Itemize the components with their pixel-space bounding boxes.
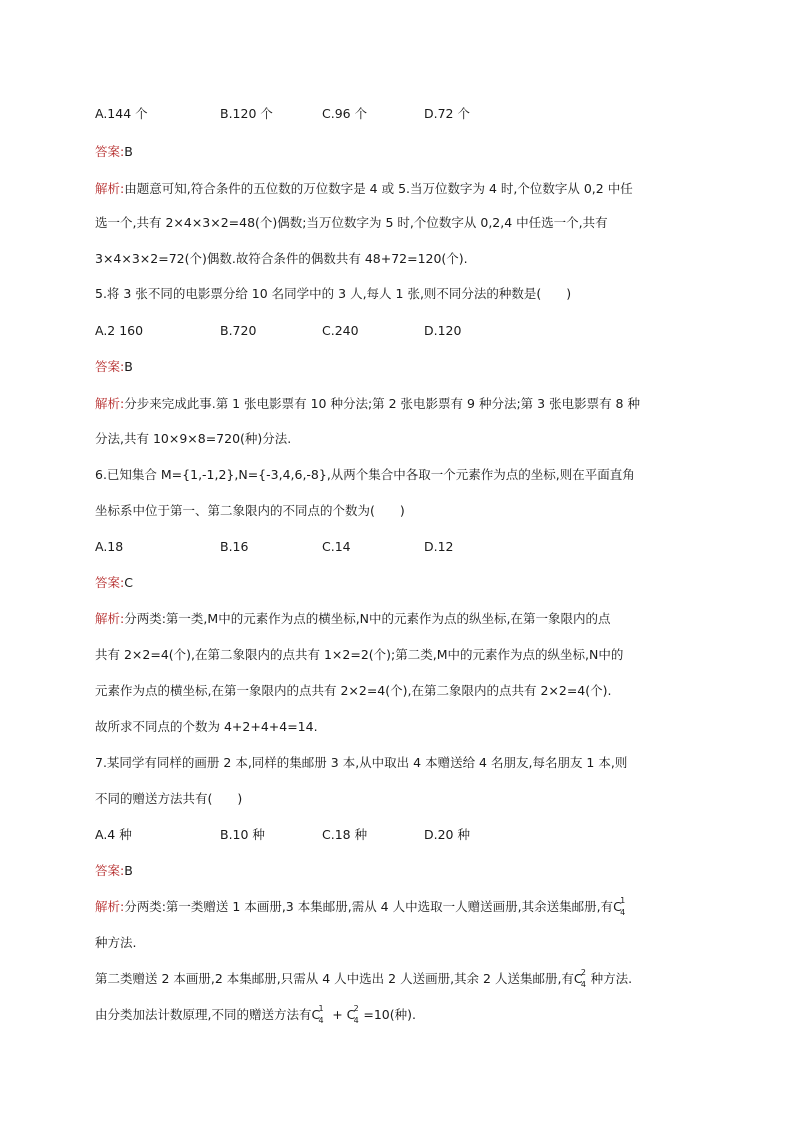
solution-label: 解析: [95, 396, 125, 411]
q4-answer [95, 143, 133, 161]
solution-label: 解析: [95, 181, 125, 196]
solution-label: 解析: [95, 611, 125, 626]
q7-solution-line-4: 由分类加法计数原理,不同的赠送方法有C 1 4 + C 2 4 =10(种). [95, 1004, 416, 1025]
q7-solution-line-3: 第二类赠送 2 本画册,2 本集邮册,只需从 4 人中选出 2 人送画册,其余 2 人送集邮册,有C 2 4 种方法. [95, 968, 633, 989]
q7-solution-line-2: 种方法. [95, 935, 137, 950]
answer-value: C [124, 575, 133, 590]
q5-stem: 5.将 3 张不同的电影票分给 10 名同学中的 3 人,每人 1 张,则不同分法的种数是( ) [95, 286, 572, 301]
q5-option-b: B.720 [220, 323, 257, 338]
q7-option-b: B.10 种 [220, 827, 265, 842]
q6-option-a: A.18 [95, 539, 124, 554]
q6-stem-line-2: 坐标系中位于第一、第二象限内的不同点的个数为( ) [95, 503, 405, 518]
q6-solution-line-1: 解析:分两类:第一类,M中的元素作为点的横坐标,N中的元素作为点的纵坐标,在第一象限内的点 [95, 611, 611, 626]
q5-solution-line-1: 解析:分步来完成此事.第 1 张电影票有 10 种分法;第 2 张电影票有 9 种分法;第 3 张电影票有 8 种 [95, 396, 640, 411]
q5-option-c: C.240 [322, 323, 359, 338]
q5-option-a: A.2 160 [95, 323, 144, 338]
q4-option-b: B.120 个 [220, 106, 273, 121]
q4-solution-line-3: 3×4×3×2=72(个)偶数.故符合条件的偶数共有 48+72=120(个). [95, 251, 468, 266]
q7-stem-line-1: 7.某同学有同样的画册 2 本,同样的集邮册 3 本,从中取出 4 本赠送给 4 名朋友,每名朋友 1 本,则 [95, 755, 628, 770]
answer-value: B [124, 144, 133, 159]
q6-solution-line-2: 共有 2×2=4(个),在第二象限内的点共有 1×2=2(个);第二类,M中的元素作为点的纵坐标,N中的 [95, 647, 624, 662]
answer-value: B [124, 863, 133, 878]
q5-answer [95, 358, 133, 376]
q7-stem-line-2: 不同的赠送方法共有( ) [95, 791, 243, 806]
q4-option-d: D.72 个 [424, 106, 470, 121]
q6-solution-line-3: 元素作为点的横坐标,在第一象限内的点共有 2×2=4(个),在第二象限内的点共有 2×2=4(个). [95, 683, 612, 698]
q4-solution-line-2: 选一个,共有 2×4×3×2=48(个)偶数;当万位数字为 5 时,个位数字从 0,2,4 中任选一个,共有 [95, 215, 608, 230]
answer-label: 答案: [95, 144, 125, 159]
q7-solution-line-1: 解析:分两类:第一类赠送 1 本画册,3 本集邮册,需从 4 人中选取一人赠送画册,其余送集邮册,有C 1 4 [95, 896, 626, 917]
q6-stem-line-1: 6.已知集合 M={1,-1,2},N={-3,4,6,-8},从两个集合中各取一个元素作为点的坐标,则在平面直角 [95, 467, 635, 482]
answer-label: 答案: [95, 359, 125, 374]
q6-option-b: B.16 [220, 539, 249, 554]
combination-c41: C 1 4 [311, 1004, 324, 1025]
q7-option-a: A.4 种 [95, 827, 132, 842]
q6-option-d: D.12 [424, 539, 454, 554]
q7-option-d: D.20 种 [424, 827, 470, 842]
answer-value: B [124, 359, 133, 374]
q5-solution-line-2: 分法,共有 10×9×8=720(种)分法. [95, 431, 292, 446]
q6-solution-line-4: 故所求不同点的个数为 4+2+4+4=14. [95, 719, 318, 734]
q6-option-c: C.14 [322, 539, 351, 554]
q4-option-a: A.144 个 [95, 106, 148, 121]
q5-option-d: D.120 [424, 323, 462, 338]
combination-c41: C 1 4 [613, 896, 626, 917]
q4-solution-line-1: 解析:由题意可知,符合条件的五位数的万位数字是 4 或 5.当万位数字为 4 时,个位数字从 0,2 中任 [95, 181, 633, 196]
q7-answer [95, 862, 133, 880]
q4-option-c: C.96 个 [322, 106, 368, 121]
combination-c42: C 2 4 [346, 1004, 359, 1025]
solution-label: 解析: [95, 899, 125, 914]
combination-c42: C 2 4 [573, 968, 587, 989]
answer-label: 答案: [95, 863, 125, 878]
q7-option-c: C.18 种 [322, 827, 368, 842]
answer-label: 答案: [95, 575, 125, 590]
q6-answer [95, 574, 133, 592]
